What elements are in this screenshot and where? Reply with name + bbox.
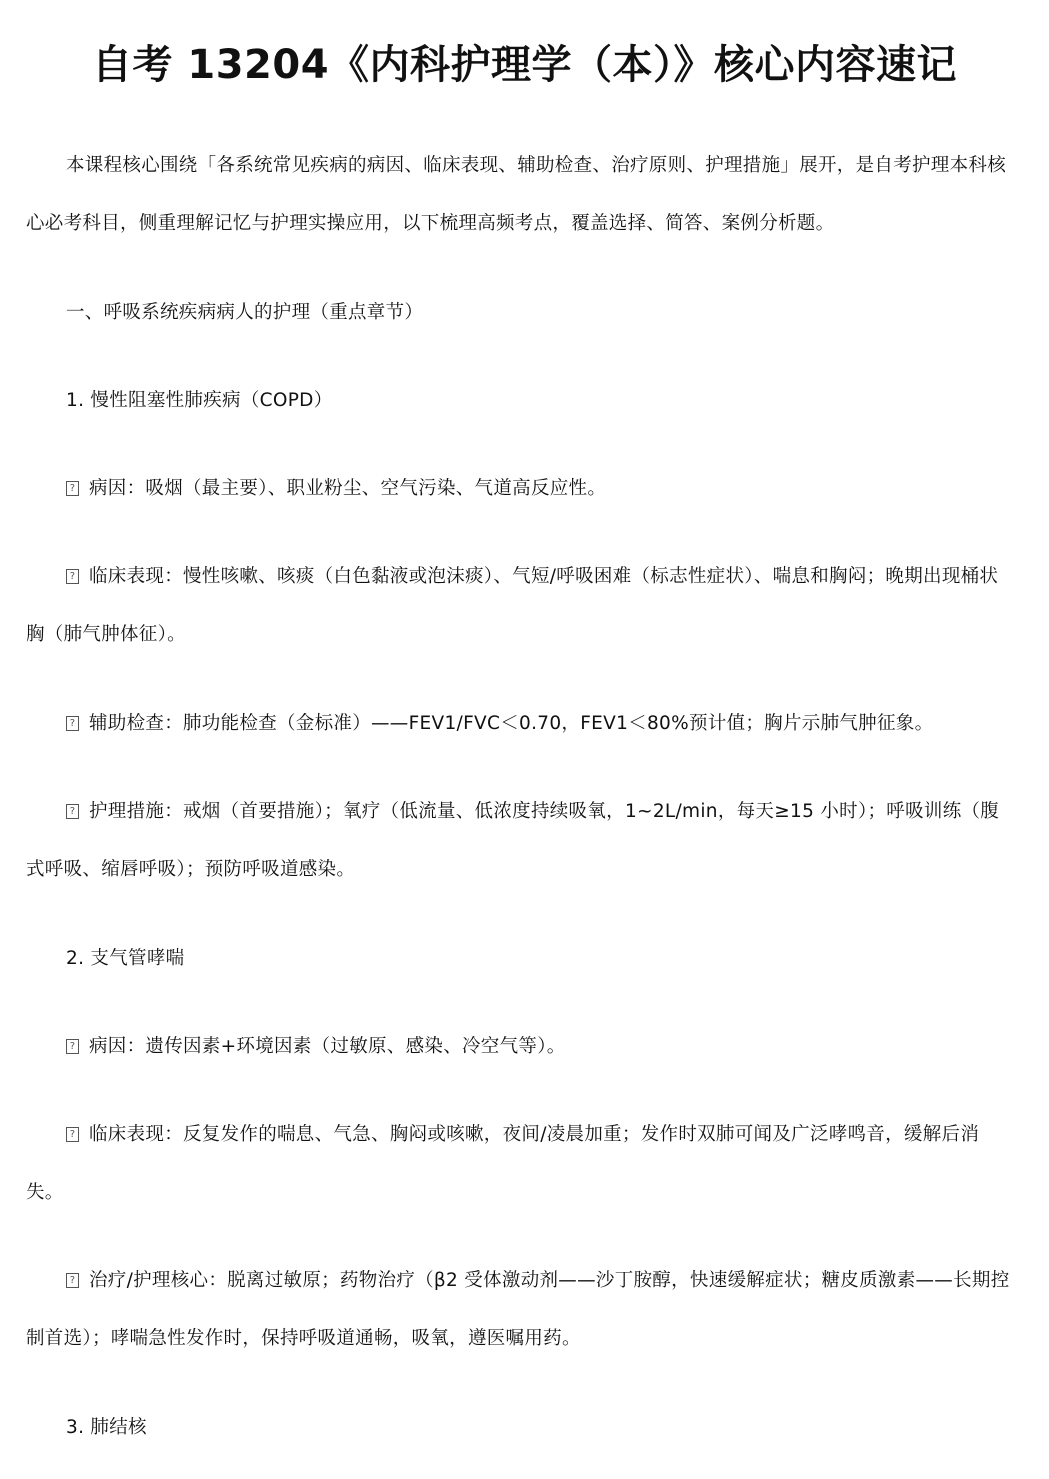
missing-glyph-bullet-icon	[66, 481, 79, 496]
asthma-cause-text: 病因：遗传因素+环境因素（过敏原、感染、冷空气等）。	[89, 1036, 566, 1057]
copd-exam-item	[26, 695, 1016, 753]
subsection-heading-tb: 3. 肺结核	[66, 1417, 147, 1438]
copd-nursing-item	[26, 783, 1016, 899]
copd-nursing-text: 护理措施：戒烟（首要措施）；氧疗（低流量、低浓度持续吸氧，1~2L/min，每天≥15 小时）；呼吸训练（腹式呼吸、缩唇呼吸）；预防呼吸道感染。	[26, 801, 1000, 880]
asthma-treatment-item	[26, 1252, 1016, 1368]
missing-glyph-bullet-icon	[66, 804, 79, 819]
copd-clinical-text: 临床表现：慢性咳嗽、咳痰（白色黏液或泡沫痰）、气短/呼吸困难（标志性症状）、喘息和胸闷；晚期出现桶状胸（肺气肿体征）。	[26, 566, 999, 645]
asthma-clinical-item	[26, 1106, 1016, 1222]
copd-cause-item	[26, 460, 1016, 518]
document-title: 自考 13204《内科护理学（本）》核心内容速记	[91, 42, 958, 88]
copd-clinical-item	[26, 548, 1016, 664]
missing-glyph-bullet-icon	[66, 1039, 79, 1054]
missing-glyph-bullet-icon	[66, 569, 79, 584]
missing-glyph-bullet-icon	[66, 1273, 79, 1288]
copd-cause-text: 病因：吸烟（最主要）、职业粉尘、空气污染、气道高反应性。	[89, 478, 607, 499]
subsection-heading-asthma: 2. 支气管哮喘	[66, 948, 185, 969]
subsection-heading-copd: 1. 慢性阻塞性肺疾病（COPD）	[66, 390, 333, 411]
section-heading-respiratory: 一、呼吸系统疾病病人的护理（重点章节）	[66, 302, 424, 323]
copd-exam-text: 辅助检查：肺功能检查（金标准）——FEV1/FVC＜0.70，FEV1＜80%预计值；胸片示肺气肿征象。	[89, 713, 934, 734]
asthma-treatment-text: 治疗/护理核心：脱离过敏原；药物治疗（β2 受体激动剂——沙丁胺醇，快速缓解症状；糖皮质激素——长期控制首选）；哮喘急性发作时，保持呼吸道通畅，吸氧，遵医嘱用药。	[26, 1270, 1010, 1349]
intro-paragraph: 本课程核心围绕「各系统常见疾病的病因、临床表现、辅助检查、治疗原则、护理措施」展开，是自考护理本科核心必考科目，侧重理解记忆与护理实操应用，以下梳理高频考点，覆盖选择、简答、案例分析题。	[26, 155, 1007, 234]
asthma-cause-item	[26, 1018, 1016, 1076]
missing-glyph-bullet-icon	[66, 716, 79, 731]
missing-glyph-bullet-icon	[66, 1127, 79, 1142]
asthma-clinical-text: 临床表现：反复发作的喘息、气急、胸闷或咳嗽，夜间/凌晨加重；发作时双肺可闻及广泛哮鸣音，缓解后消失。	[26, 1124, 980, 1203]
